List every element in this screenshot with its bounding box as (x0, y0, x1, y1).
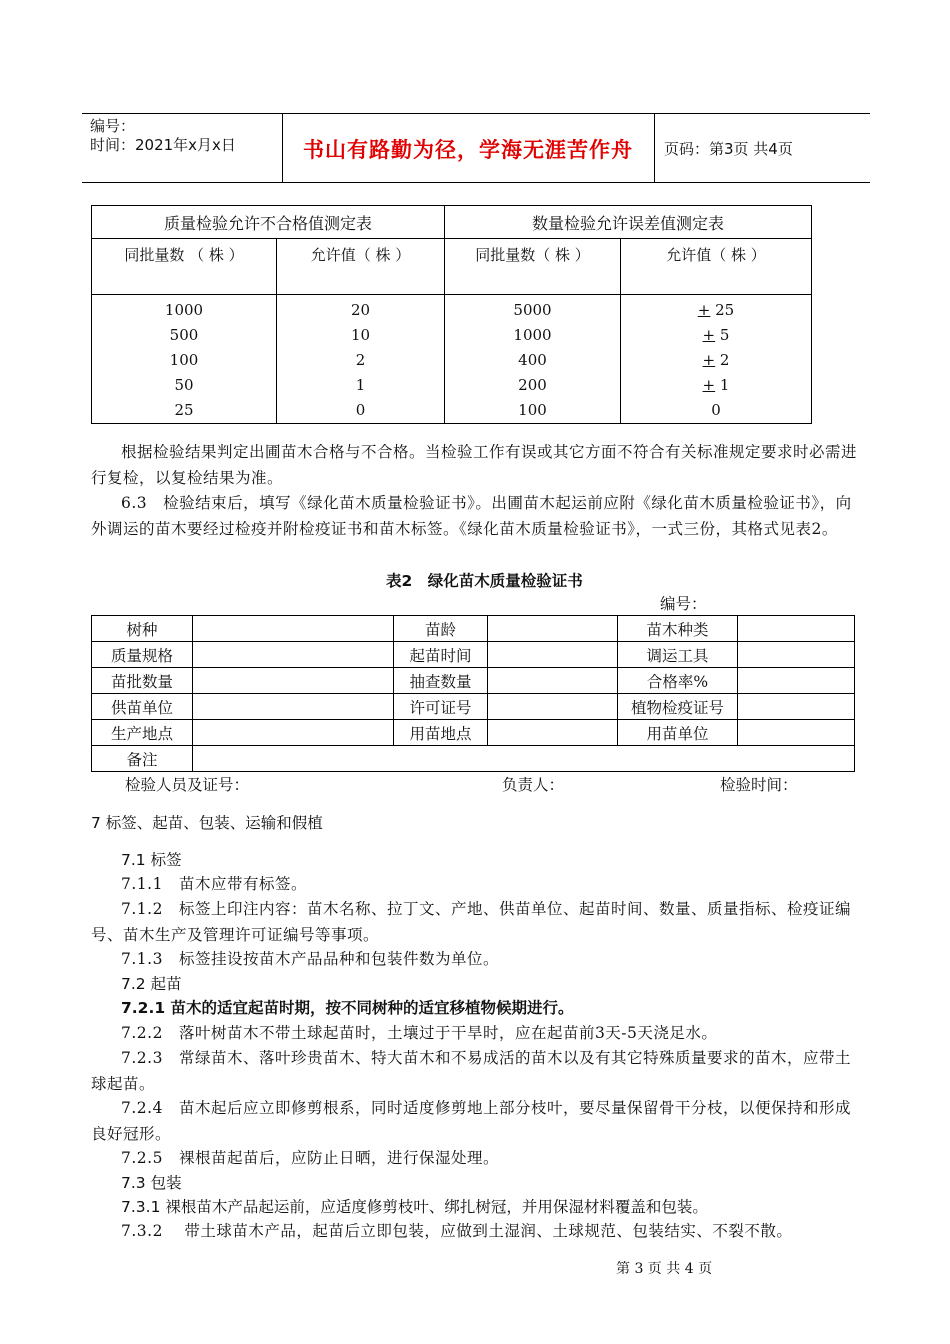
plus-minus-sign: + (702, 351, 716, 369)
table-cell (738, 642, 855, 668)
table-cell: 苗木种类 (618, 616, 738, 642)
table-cell: 植物检疫证号 (618, 694, 738, 720)
table-row (92, 746, 855, 772)
col3-values (445, 295, 621, 424)
table-cell: 1000 (513, 326, 552, 344)
table-cell: 苗龄 (394, 616, 488, 642)
col-header: 允许值（ 株 ） (621, 239, 812, 295)
quantity-table-title: 数量检验允许误差值测定表 (445, 206, 812, 239)
table-cell: 400 (518, 351, 547, 369)
table-cell: 抽查数量 (394, 668, 488, 694)
table-cell: 10 (350, 326, 371, 344)
table-cell: + 25 (697, 301, 735, 319)
inspect-time-label: 检验时间： (720, 776, 798, 794)
table-cell (193, 720, 394, 746)
table-cell: + 2 (702, 351, 730, 369)
table-cell: 0 (355, 401, 366, 419)
table-cell: 备注 (92, 746, 193, 772)
inspector-label: 检验人员及证号： (125, 776, 250, 794)
paragraph: 根据检验结果判定出圃苗木合格与不合格。当检验工作有误或其它方面不符合有关标准规定要求时必需进行复检，以复检结果为准。 (91, 443, 858, 487)
subsection-title: 7.2 起苗 (121, 975, 182, 993)
table-cell: 5000 (513, 301, 552, 319)
plus-minus-sign: + (702, 326, 716, 344)
paragraph: 7.1.3 标签挂设按苗木产品品种和包装件数为单位。 (121, 950, 499, 968)
table-cell: 1 (355, 376, 366, 394)
table-cell (738, 668, 855, 694)
col-header: 同批量数（ 株 ） (445, 239, 621, 295)
table-cell: 合格率% (618, 668, 738, 694)
col1-values (92, 295, 277, 424)
table-cell: 2 (355, 351, 366, 369)
table-cell: 100 (169, 351, 199, 369)
table-cell (488, 642, 618, 668)
table-cell (193, 668, 394, 694)
table-cell: 树种 (92, 616, 193, 642)
table-cell: 25 (174, 401, 194, 419)
header-motto: 书山有路勤为径，学海无涯苦作舟 (303, 138, 633, 162)
col2-values (277, 295, 445, 424)
table-cell (738, 616, 855, 642)
table-cell: 供苗单位 (92, 694, 193, 720)
table-cell (488, 616, 618, 642)
page-header (82, 113, 870, 183)
header-divider (654, 114, 655, 182)
leader-label: 负责人： (502, 776, 565, 794)
paragraph: 7.2.2 落叶树苗木不带土球起苗时，土壤过于干旱时，应在起苗前3天-5天浇足水。 (121, 1024, 718, 1042)
table-cell (193, 616, 394, 642)
subsection-title: 7.3 包装 (121, 1174, 182, 1192)
table-cell (488, 694, 618, 720)
tolerance-table (91, 205, 812, 424)
header-page: 页码：第3页 共4页 (664, 140, 793, 158)
table-row (92, 668, 855, 694)
table-cell: 用苗单位 (618, 720, 738, 746)
paragraph: 7.2.1 苗木的适宜起苗时期，按不同树种的适宜移植物候期进行。 (121, 999, 574, 1017)
table-cell: 100 (518, 401, 547, 419)
col-header: 同批量数 （ 株 ） (92, 239, 277, 295)
table-cell (738, 694, 855, 720)
certificate-table (91, 615, 855, 772)
table-cell: 500 (169, 326, 199, 344)
table-row (92, 616, 855, 642)
table-cell: 50 (174, 376, 194, 394)
table-cell: 1000 (164, 301, 204, 319)
table-cell: 调运工具 (618, 642, 738, 668)
table-row (92, 694, 855, 720)
table-cell: 200 (518, 376, 547, 394)
paragraph: 7.3.2 带土球苗木产品，起苗后立即包装，应做到土湿润、土球规范、包装结实、不裂不散。 (121, 1222, 793, 1240)
table-cell: 许可证号 (394, 694, 488, 720)
table2-caption: 表2 绿化苗木质量检验证书 (386, 572, 583, 590)
paragraph: 7.1.1 苗木应带有标签。 (121, 875, 307, 893)
quality-table-title: 质量检验允许不合格值测定表 (92, 206, 445, 239)
table-cell (488, 720, 618, 746)
section-title: 7 标签、起苗、包装、运输和假植 (91, 814, 323, 832)
header-time: 时间：2021年x月x日 (90, 136, 236, 154)
table-cell: 20 (350, 301, 371, 319)
table-cell (193, 694, 394, 720)
table-cell (193, 642, 394, 668)
table-cell: 用苗地点 (394, 720, 488, 746)
table-cell: + 1 (702, 376, 730, 394)
table-cell: 起苗时间 (394, 642, 488, 668)
table-cell: 生产地点 (92, 720, 193, 746)
header-meta (90, 117, 236, 155)
subsection-title: 7.1 标签 (121, 851, 182, 869)
table-row (92, 720, 855, 746)
paragraph: 7.2.3 常绿苗木、落叶珍贵苗木、特大苗木和不易成活的苗木以及有其它特殊质量要求的苗木，应带土球起苗。 (91, 1049, 851, 1093)
table-cell (488, 668, 618, 694)
col4-values (621, 295, 812, 424)
paragraph: 7.1.2 标签上印注内容：苗木名称、拉丁文、产地、供苗单位、起苗时间、数量、质量指标、检疫证编号、苗木生产及管理许可证编号等事项。 (91, 900, 851, 944)
table-cell: 0 (711, 401, 721, 419)
table-cell (193, 746, 855, 772)
plus-minus-sign: + (697, 301, 711, 319)
paragraph: 6.3 检验结束后，填写《绿化苗木质量检验证书》。出圃苗木起运前应附《绿化苗木质量检验证书》，向外调运的苗木要经过检疫并附检疫证书和苗木标签。《绿化苗木质量检验证书》，一式三份，其格式见表2。 (91, 494, 852, 538)
table-cell: + 5 (702, 326, 730, 344)
paragraph: 7.3.1 裸根苗木产品起运前，应适度修剪枝叶、绑扎树冠，并用保湿材料覆盖和包装。 (121, 1198, 708, 1216)
paragraph: 7.2.5 裸根苗起苗后，应防止日晒，进行保湿处理。 (121, 1149, 499, 1167)
table2-number: 编号： (660, 595, 707, 613)
paragraph: 7.2.4 苗木起后应立即修剪根系，同时适度修剪地上部分枝叶，要尽量保留骨干分枝，以便保持和形成良好冠形。 (91, 1099, 851, 1143)
header-number: 编号： (90, 117, 136, 135)
col-header: 允许值（ 株 ） (277, 239, 445, 295)
table-cell: 苗批数量 (92, 668, 193, 694)
plus-minus-sign: + (702, 376, 716, 394)
table-cell (738, 720, 855, 746)
page-footer: 第 3 页 共 4 页 (616, 1261, 713, 1277)
table-row (92, 642, 855, 668)
table-cell: 质量规格 (92, 642, 193, 668)
